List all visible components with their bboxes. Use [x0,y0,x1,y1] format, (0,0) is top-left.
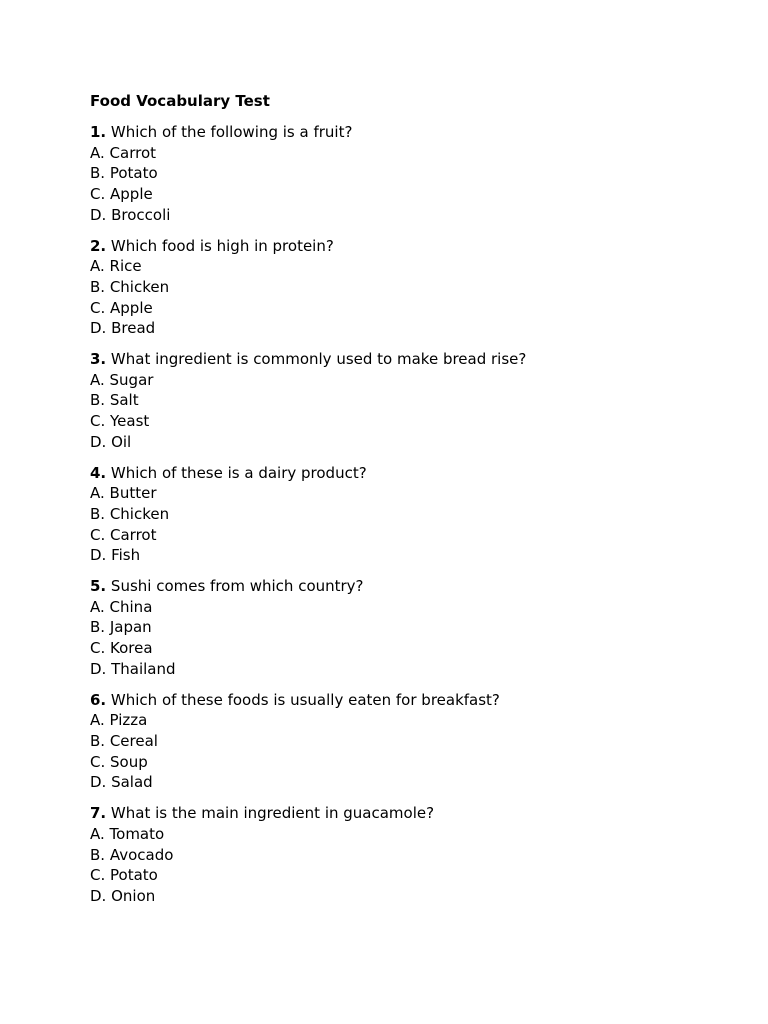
question-text [90,803,728,824]
question-text [90,690,728,711]
answer-option: B. Chicken [90,277,170,296]
answer-options [90,597,728,680]
answer-options [90,483,728,566]
answer-option: B. Potato [90,164,158,183]
question-number: 2. [90,236,107,255]
answer-option: C. Apple [90,298,153,317]
question-2 [90,236,728,340]
answer-option: D. Oil [90,432,132,451]
answer-option: B. Salt [90,391,139,410]
answer-option: D. Bread [90,319,156,338]
answer-option: B. Chicken [90,504,170,523]
answer-option: B. Cereal [90,731,158,750]
answer-option: D. Fish [90,546,141,565]
question-prompt: Which food is high in protein? [110,236,334,255]
answer-option: C. Carrot [90,525,157,544]
answer-option: C. Yeast [90,412,150,431]
answer-option: D. Thailand [90,659,176,678]
question-number: 6. [90,690,107,709]
question-text [90,576,728,597]
answer-option: A. Carrot [90,143,156,162]
answer-option: C. Apple [90,185,153,204]
answer-option: A. Rice [90,257,142,276]
answer-options [90,143,728,226]
document-page [90,91,728,917]
question-prompt: Sushi comes from which country? [110,577,364,596]
question-number: 7. [90,804,107,823]
answer-option: C. Potato [90,866,158,885]
answer-options [90,710,728,793]
answer-option: B. Avocado [90,845,174,864]
answer-option: C. Korea [90,639,153,658]
question-3 [90,349,728,453]
answer-options [90,370,728,453]
question-text [90,236,728,257]
answer-option: A. China [90,597,153,616]
question-prompt: What is the main ingredient in guacamole? [110,804,435,823]
question-prompt: What ingredient is commonly used to make bread rise? [110,350,527,369]
question-prompt: Which of the following is a fruit? [110,123,353,141]
answer-option: A. Pizza [90,711,148,730]
question-number: 5. [90,577,107,596]
question-6 [90,690,728,794]
answer-option: D. Salad [90,773,153,792]
question-text [90,349,728,370]
answer-option: A. Sugar [90,370,154,389]
question-5 [90,576,728,680]
answer-option: D. Onion [90,886,156,905]
question-prompt: Which of these foods is usually eaten for breakfast? [110,690,500,709]
answer-options [90,824,728,907]
answer-option: D. Broccoli [90,205,171,224]
answer-options [90,256,728,339]
answer-option: A. Tomato [90,824,165,843]
question-text [90,122,728,143]
question-text [90,463,728,484]
answer-option: B. Japan [90,618,152,637]
question-prompt: Which of these is a dairy product? [110,463,367,482]
question-4 [90,463,728,567]
answer-option: A. Butter [90,484,157,503]
question-1 [90,122,728,226]
question-number: 3. [90,350,107,369]
document-title: Food Vocabulary Test [90,92,270,110]
question-number: 4. [90,463,107,482]
answer-option: C. Soup [90,752,148,771]
question-7 [90,803,728,907]
question-number: 1. [90,123,107,141]
